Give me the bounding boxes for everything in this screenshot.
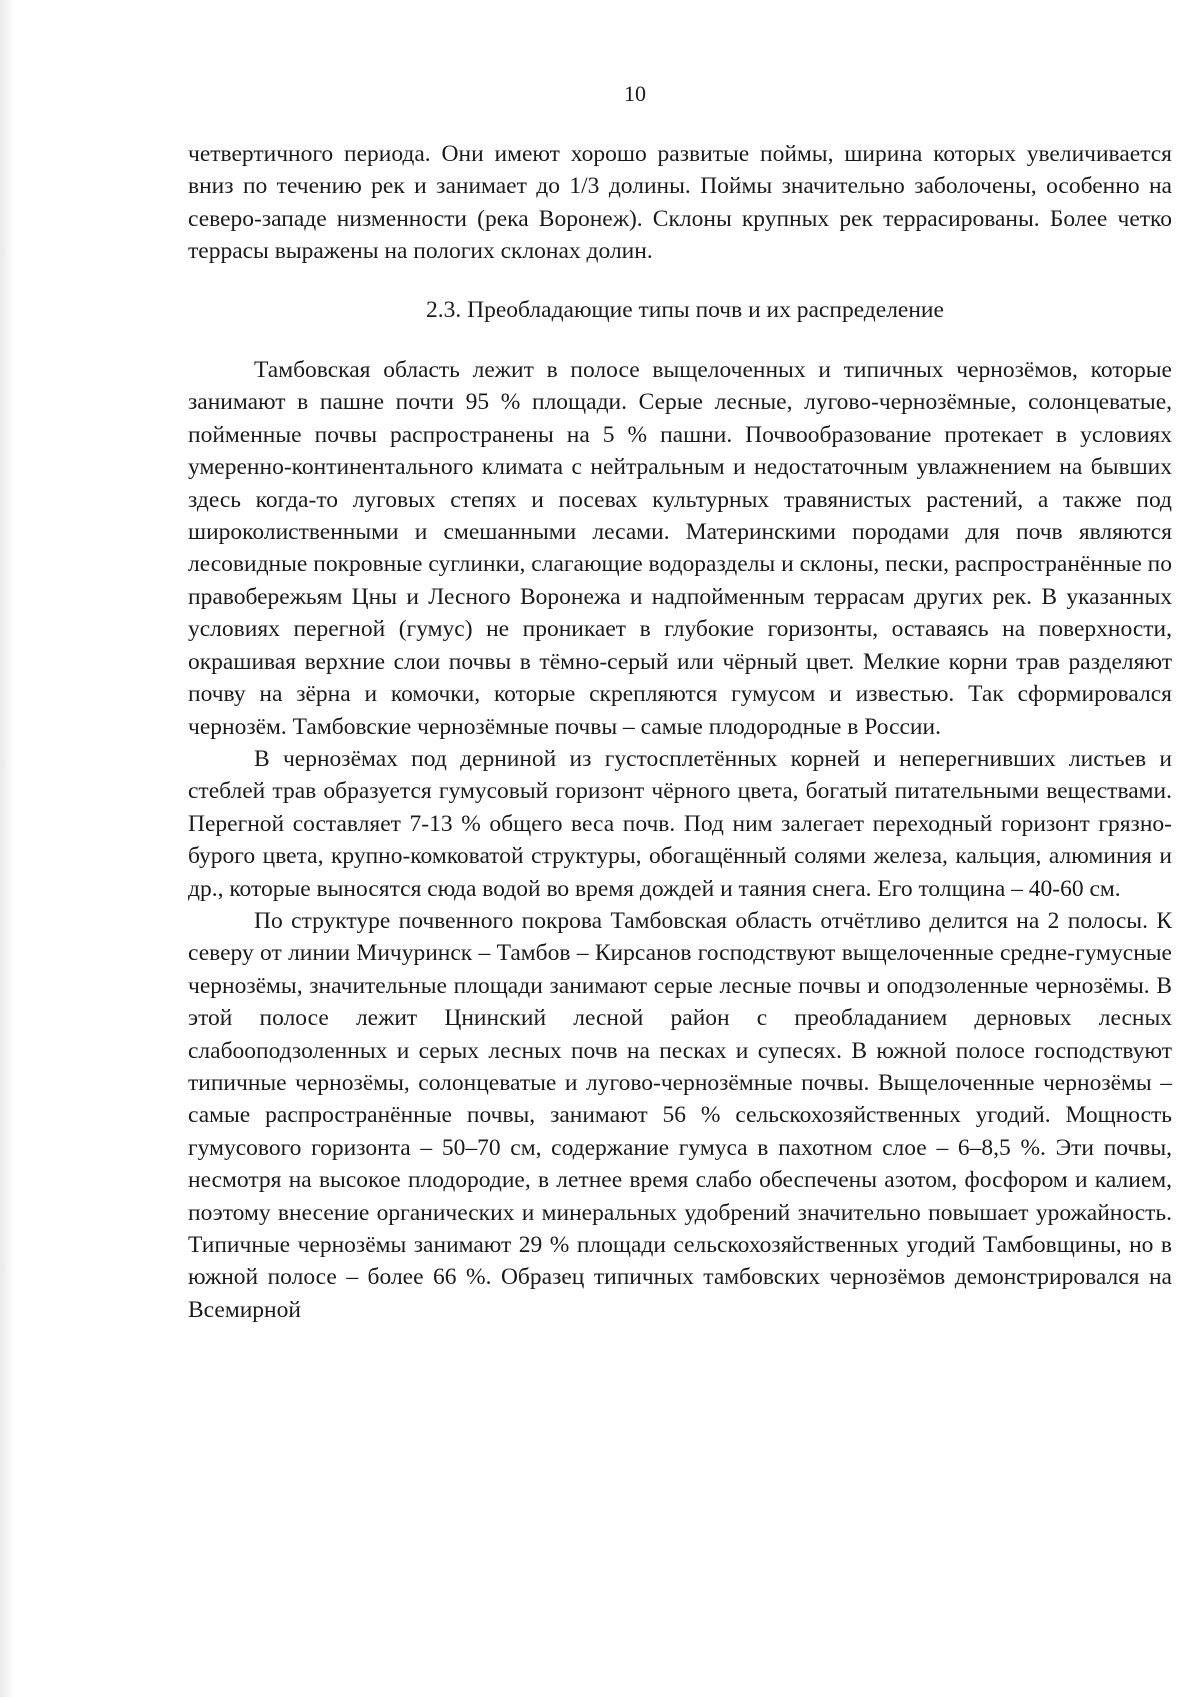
page-content [188, 138, 1172, 1326]
paragraph-soil-overview: Тамбовская область лежит в полосе выщелоченных и типичных чернозёмов, которые занимают в пашне почти 95 % площади. Серые лесные, лугово-чернозёмные, солонцеватые, пойменные почвы распространены на 5 % пашни. Почвообразование протекает в условиях умеренно-континентального климата с нейтральным и недостаточным увлажнением на бывших здесь когда-то луговых степях и посевах культурных травянистых растений, а также под широколиственными и смешанными лесами. Материнскими породами для почв являются лесовидные покровные суглинки, слагающие водоразделы и склоны, пески, распространённые по правобережьям Цны и Лесного Воронежа и надпойменным террасам других рек. В указанных условиях перегной (гумус) не проникает в глубокие горизонты, оставаясь на поверхности, окрашивая верхние слои почвы в тёмно-серый или чёрный цвет. Мелкие корни трав разделяют почву на зёрна и комочки, которые скрепляются гумусом и известью. Так сформировался чернозём. Тамбовские чернозёмные почвы – самые плодородные в России. [188, 357, 1172, 740]
paragraph-soil-cover-structure: По структуре почвенного покрова Тамбовская область отчётливо делится на 2 полосы. К северу от линии Мичуринск – Тамбов – Кирсанов господствуют выщелоченные средне-гумусные чернозёмы, значительные площади занимают серые лесные почвы и оподзоленные чернозёмы. В этой полосе лежит Цнинский лесной район с преобладанием дерновых лесных слабооподзоленных и серых лесных почв на песках и супесях. В южной полосе господствуют типичные чернозёмы, солонцеватые и лугово-чернозёмные почвы. Выщелоченные чернозёмы – самые распространённые почвы, занимают 56 % сельскохозяйственных угодий. Мощность гумусового горизонта – 50–70 см, содержание гумуса в пахотном слое – 6–8,5 %. Эти почвы, несмотря на высокое плодородие, в летнее время слабо обеспечены азотом, фосфором и калием, поэтому внесение органических и минеральных удобрений значительно повышает урожайность. Типичные чернозёмы занимают 29 % площади сельскохозяйственных угодий Тамбовщины, но в южной полосе – более 66 %. Образец типичных тамбовских чернозёмов демонстрировался на Всемирной [188, 907, 1172, 1323]
page-number: 10 [624, 81, 646, 106]
section-title: 2.3. Преобладающие типы почв и их распределение [426, 296, 944, 323]
paragraph-continuation: четвертичного периода. Они имеют хорошо развитые поймы, ширина которых увеличивается вниз по течению рек и занимает до 1/3 долины. Поймы значительно заболочены, особенно на северо-западе низменности (река Воронеж). Склоны крупных рек террасированы. Более четко террасы выражены на пологих склонах долин. [188, 141, 1172, 265]
scan-edge-shadow [0, 0, 14, 1697]
paragraph-chernozem-horizons: В чернозёмах под дерниной из густосплетённых корней и неперегнивших листьев и стеблей трав образуется гумусовый горизонт чёрного цвета, богатый питательными веществами. Перегной составляет 7-13 % общего веса почв. Под ним залегает переходный горизонт грязно-бурого цвета, крупно-комковатой структуры, обогащённый солями железа, кальция, алюминия и др., которые выносятся сюда водой во время дождей и таяния снега. Его толщина – 40-60 см. [188, 745, 1172, 902]
